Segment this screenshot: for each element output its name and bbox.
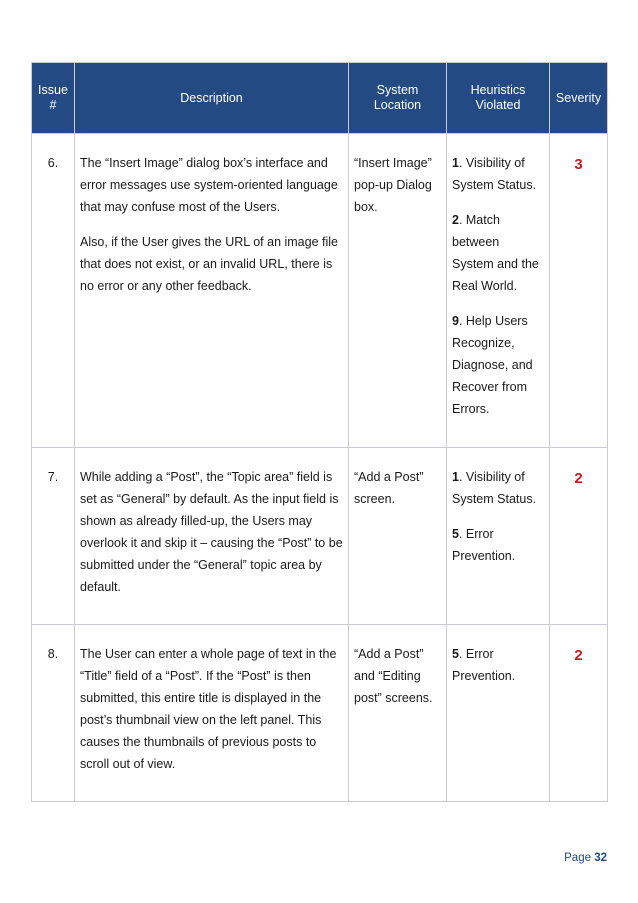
page-footer bbox=[564, 852, 607, 864]
severity-rating: 2 bbox=[550, 448, 608, 625]
heuristics-violated bbox=[447, 625, 550, 802]
severity-rating: 2 bbox=[550, 625, 608, 802]
issue-number: 7. bbox=[32, 448, 75, 625]
description-paragraph: Also, if the User gives the URL of an image file that does not exist, or an invalid URL, there is no error or any other feedback. bbox=[80, 235, 338, 293]
heuristic-item: 5. Error Prevention. bbox=[452, 527, 516, 563]
header-heuristics-violated: Heuristics Violated bbox=[447, 63, 550, 134]
header-system-location: System Location bbox=[349, 63, 447, 134]
page-number: 32 bbox=[594, 852, 607, 864]
header-issue-number: Issue # bbox=[32, 63, 75, 134]
table-header-row bbox=[32, 63, 608, 134]
issue-description bbox=[75, 625, 349, 802]
page-label: Page bbox=[564, 852, 591, 864]
severity-rating: 3 bbox=[550, 134, 608, 448]
issue-number: 6. bbox=[32, 134, 75, 448]
issue-number: 8. bbox=[32, 625, 75, 802]
description-paragraph: The User can enter a whole page of text in the “Title” field of a “Post”. If the “Post” is then submitted, this entire title is displayed in the post’s thumbnail view on the left panel. This causes the thumbnails of previous posts to scroll out of view. bbox=[80, 647, 337, 771]
heuristics-violated bbox=[447, 448, 550, 625]
heuristic-item: 9. Help Users Recognize, Diagnose, and Recover from Errors. bbox=[452, 314, 533, 416]
header-severity: Severity bbox=[550, 63, 608, 134]
system-location: “Add a Post” screen. bbox=[349, 448, 447, 625]
heuristic-item: 1. Visibility of System Status. bbox=[452, 156, 537, 192]
heuristic-item: 2. Match between System and the Real World. bbox=[452, 213, 539, 293]
description-paragraph: While adding a “Post”, the “Topic area” field is set as “General” by default. As the input field is shown as already filled-up, the Users may overlook it and skip it – causing the “Post” to be submitted under the “General” topic area by default. bbox=[80, 470, 343, 594]
heuristic-item: 1. Visibility of System Status. bbox=[452, 470, 537, 506]
heuristics-violated bbox=[447, 134, 550, 448]
heuristic-item: 5. Error Prevention. bbox=[452, 647, 516, 683]
table-row bbox=[32, 448, 608, 625]
issue-description bbox=[75, 134, 349, 448]
header-description: Description bbox=[75, 63, 349, 134]
table-row bbox=[32, 134, 608, 448]
description-paragraph: The “Insert Image” dialog box’s interface and error messages use system-oriented language that may confuse most of the Users. bbox=[80, 156, 338, 214]
issue-description bbox=[75, 448, 349, 625]
system-location: “Add a Post” and “Editing post” screens. bbox=[349, 625, 447, 802]
table-row bbox=[32, 625, 608, 802]
heuristic-evaluation-table bbox=[31, 62, 608, 802]
system-location: “Insert Image” pop-up Dialog box. bbox=[349, 134, 447, 448]
